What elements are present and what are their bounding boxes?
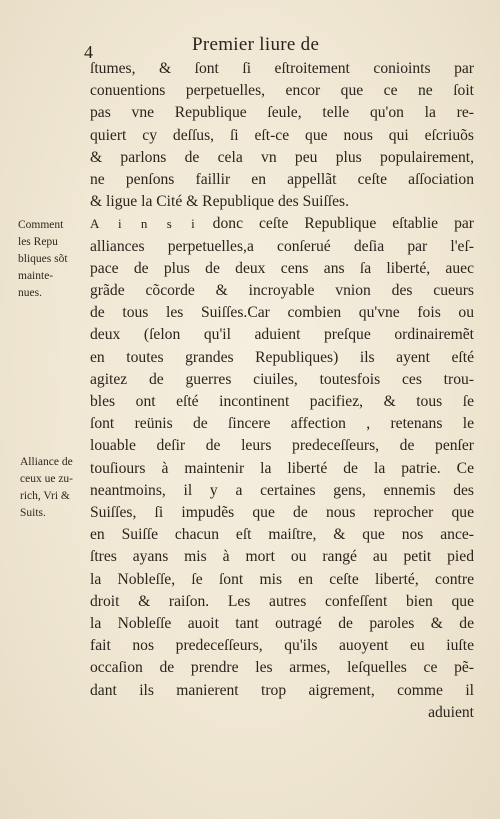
margin-note-line: nues. — [18, 287, 42, 299]
small-caps-lead: A i n s i — [90, 216, 197, 232]
text-line: louable deſir de leurs predeceſſeurs, de penſer — [90, 437, 474, 455]
text-line: quiert cy deſſus, ſi eſt-ce que nous qui eſcriuõs — [90, 126, 474, 144]
text-line: fait nos predeceſſeurs, qu'ils auoyent eu iuſte — [90, 637, 474, 655]
text-line: dant ils manierent trop aigrement, comme il — [90, 681, 474, 699]
text-line: la Nobleſſe auoit tant outragé de paroles & de — [90, 615, 474, 633]
margin-note-line: bliques sõt — [18, 253, 68, 265]
text-line: conuentions perpetuelles, encor que ce ne ſoit — [90, 82, 474, 100]
margin-note-line: ceux ue zu- — [20, 473, 73, 485]
margin-note-line: Alliance de — [20, 456, 73, 468]
text-line: ſont reünis de ſincere affection , retenans le — [90, 415, 474, 433]
catchword: aduient — [428, 703, 474, 721]
running-head: Premier liure de — [192, 34, 320, 55]
text-line: la Nobleſſe, ſe ſont mis en ceſte liberté, contre — [90, 570, 474, 588]
text-line: Suiſſes, ſi impudẽs que de nous reprocher que — [90, 504, 474, 522]
text-line: ne penſons faillir en appellãt ceſte aſſociation — [90, 171, 474, 189]
margin-note-line: rich, Vri & — [20, 490, 70, 502]
text-line: en toutes grandes Republiques) ils ayent eſté — [90, 348, 474, 366]
text-line: de tous les Suiſſes.Car combien qu'vne fois ou — [90, 304, 474, 322]
text-line: & ligue la Cité & Republique des Suiſſes. — [90, 193, 350, 211]
margin-note-line: mainte- — [18, 270, 54, 282]
text-line: alliances perpetuelles,a conſerué deſia par l'eſ- — [90, 237, 474, 255]
text-line: droit & raiſon. Les autres confeſſent bien que — [90, 592, 474, 610]
text-line: deux (ſelon qu'il aduient preſque ordinairemẽt — [90, 326, 474, 344]
text-line: pas vne Republique ſeule, telle qu'on la re- — [90, 104, 474, 122]
text-line: bles ont eſté incontinent pacifiez, & tous ſe — [90, 393, 474, 411]
paragraph-start-line — [90, 213, 474, 235]
text-line: occaſion de prendre les armes, leſquelles ce pẽ- — [90, 659, 474, 677]
text-line: touſiours à maintenir la liberté de la patrie. Ce — [90, 459, 474, 477]
body-text — [90, 58, 474, 724]
margin-note-alliance — [20, 454, 73, 522]
text-line: agitez de guerres ciuiles, toutesfois ces trou- — [90, 370, 474, 388]
margin-note-line: Suits. — [20, 507, 46, 519]
text-line: neantmoins, il y a certaines gens, ennemis des — [90, 481, 474, 499]
page-number: 4 — [84, 42, 93, 62]
text-line: grãde cõcorde & incroyable vnion des cueurs — [90, 282, 474, 300]
text-line: ſtumes, & ſont ſi eſtroitement conioints par — [90, 60, 474, 77]
margin-note-comment — [18, 217, 68, 302]
text-line: pace de plus de deux cens ans ſa liberté, auec — [90, 259, 474, 277]
text-line: ſtres ayans mis à mort ou rangé au petit pied — [90, 548, 474, 566]
margin-note-line: Comment — [18, 219, 64, 231]
text-fragment: donc ceſte Republique eſtablie par — [196, 215, 474, 233]
text-line: & parlons de cela vn peu plus populairement, — [90, 148, 474, 166]
margin-note-line: les Repu — [18, 236, 58, 248]
text-line: en Suiſſe chacun eſt maiſtre, & que nos ance- — [90, 526, 474, 544]
